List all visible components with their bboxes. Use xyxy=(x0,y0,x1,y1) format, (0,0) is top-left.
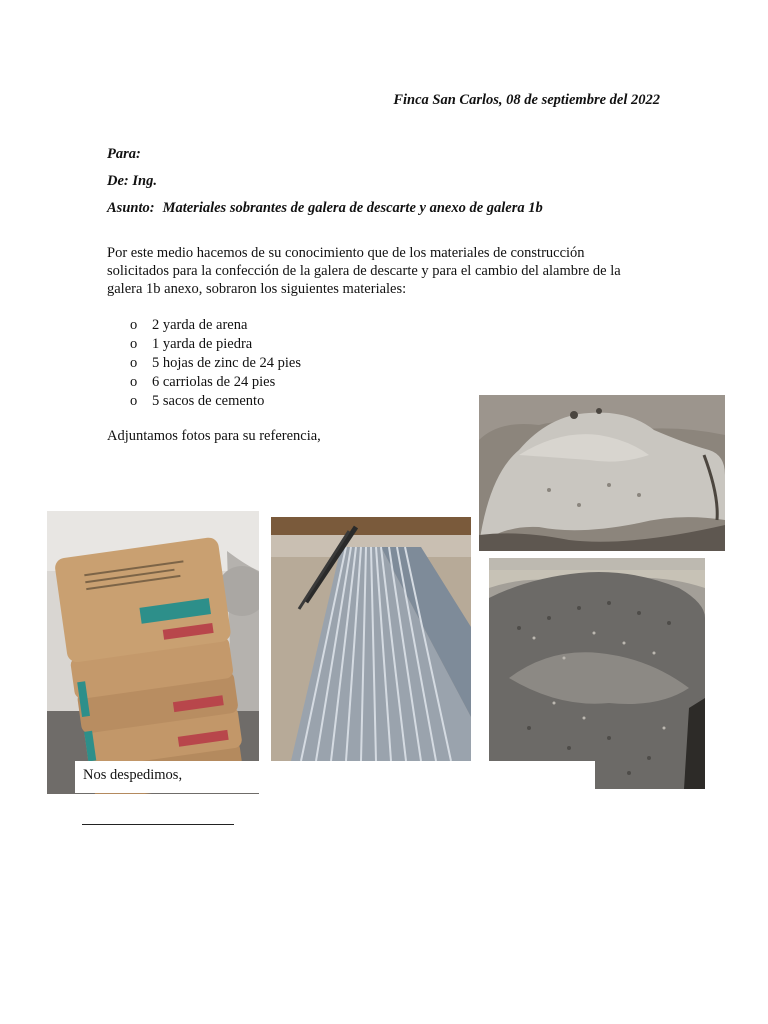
materials-list xyxy=(130,316,301,411)
to-line: Para: xyxy=(107,146,141,162)
body-line: solicitados para la confección de la galera de descarte y para el cambio del alambre de la xyxy=(107,263,621,279)
gravel-pile-photo xyxy=(489,558,705,789)
list-item xyxy=(130,354,301,373)
sand-pile-photo xyxy=(479,395,725,551)
material-text: 1 yarda de piedra xyxy=(152,336,253,352)
zinc-sheets-photo xyxy=(271,517,471,761)
body-line: galera 1b anexo, sobraron los siguientes materiales: xyxy=(107,281,407,297)
bullet-marker: o xyxy=(130,374,138,390)
material-text: 5 sacos de cemento xyxy=(152,393,265,409)
bullet-marker: o xyxy=(130,355,138,371)
material-text: 5 hojas de zinc de 24 pies xyxy=(152,355,301,371)
material-text: 6 carriolas de 24 pies xyxy=(152,374,276,390)
subject-label: Asunto: xyxy=(107,200,155,216)
photos-note: Adjuntamos fotos para su referencia, xyxy=(107,428,321,444)
list-item xyxy=(130,373,301,392)
bullet-marker: o xyxy=(130,393,138,409)
signature-line xyxy=(82,824,234,825)
from-line: De: Ing. xyxy=(107,173,157,189)
body-paragraph xyxy=(107,244,655,298)
list-item xyxy=(130,392,301,411)
body-line: Por este medio hacemos de su conocimiento que de los materiales de construcción xyxy=(107,245,585,261)
list-item xyxy=(130,316,301,335)
bullet-marker: o xyxy=(130,317,138,333)
bullet-marker: o xyxy=(130,336,138,352)
list-item xyxy=(130,335,301,354)
subject-line xyxy=(107,200,543,217)
subject-text: Materiales sobrantes de galera de descarte y anexo de galera 1b xyxy=(162,200,543,216)
material-text: 2 yarda de arena xyxy=(152,317,248,333)
farewell-line: Nos despedimos, xyxy=(75,761,595,793)
cement-bags-photo xyxy=(47,511,259,794)
date-line: Finca San Carlos, 08 de septiembre del 2022 xyxy=(393,92,660,108)
